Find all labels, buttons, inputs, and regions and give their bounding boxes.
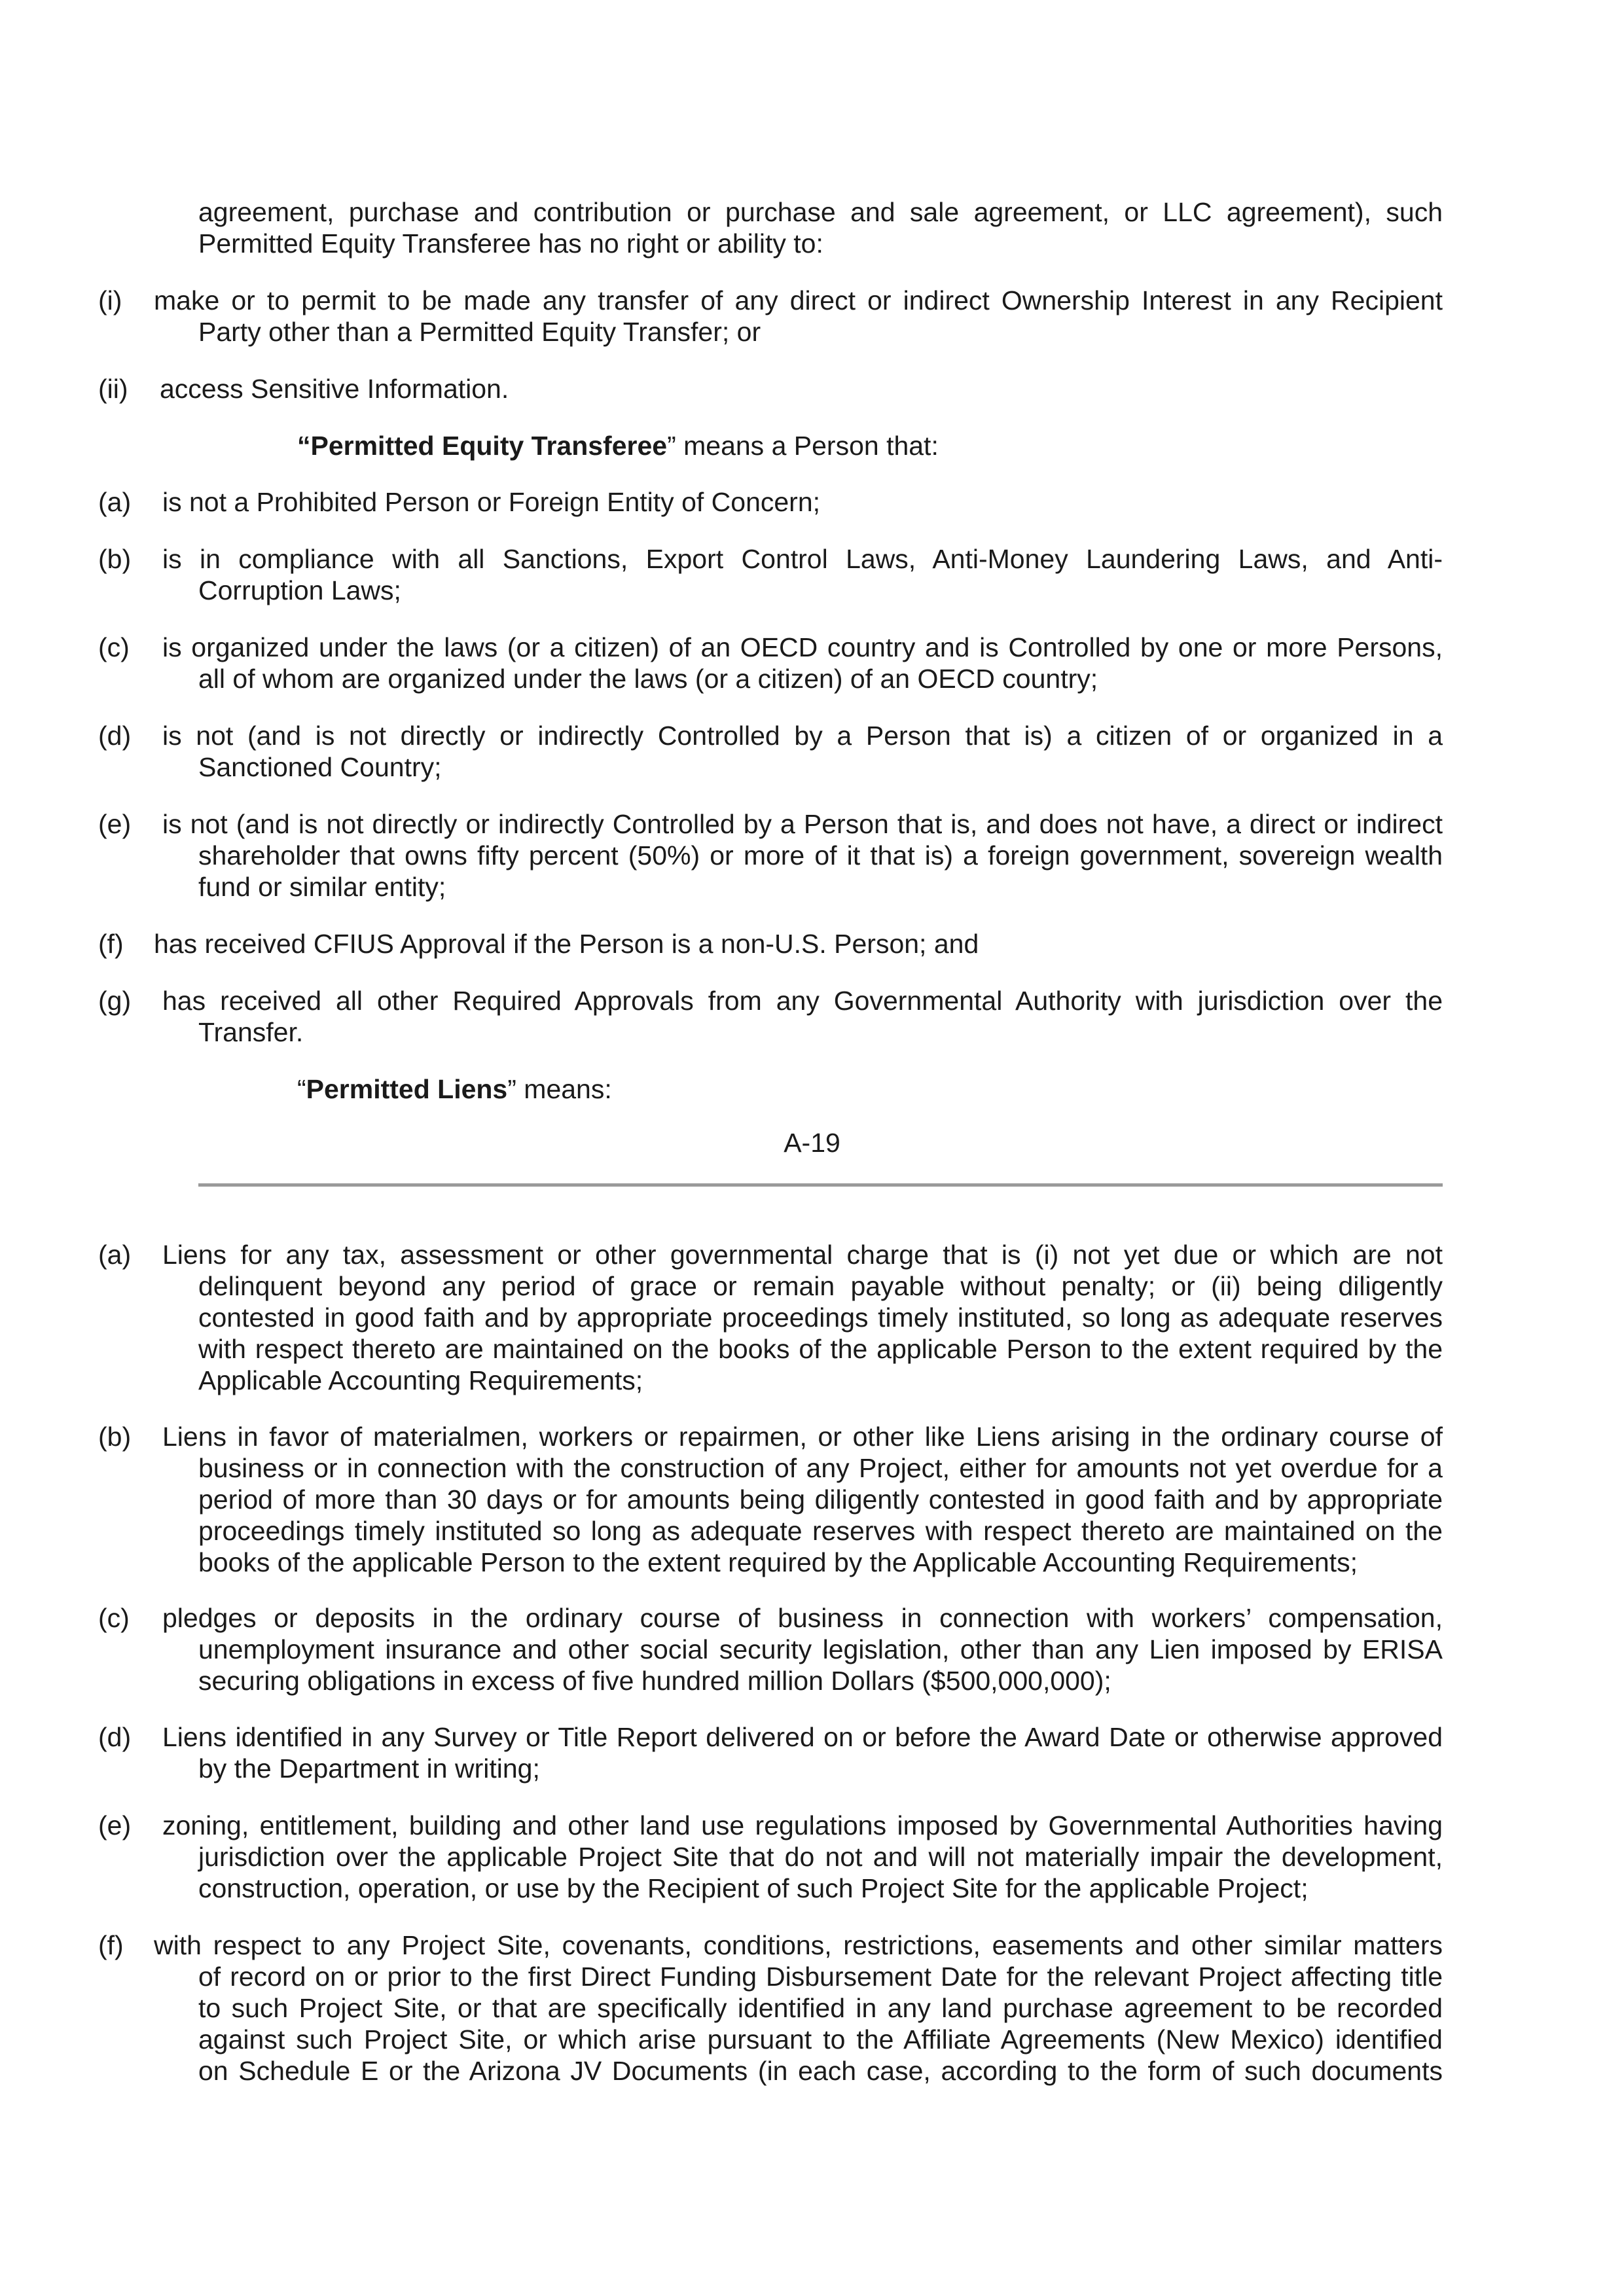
item-line: to such Project Site, or that are specifically identified in any land purchase agreement to be recorded [198,1993,1443,2023]
list-item [98,373,1443,404]
item-line: against such Project Site, or which arise pursuant to the Affiliate Agreements (New Mexico) identified [198,2024,1443,2054]
list-item [98,808,1443,903]
item-first-line: is in compliance with all Sanctions, Export Control Laws, Anti-Money Laundering Laws, and Anti- [162,544,1443,574]
item-label: (i) [98,285,122,315]
list-item [98,1602,1443,1696]
item-first-line: has received all other Required Approvals from any Governmental Authority with jurisdiction over the [162,986,1443,1016]
item-line: fund or similar entity; [198,872,446,902]
item-line: on Schedule E or the Arizona JV Documents (in each case, according to the form of such documents [198,2056,1443,2086]
item-line: business or in connection with the construction of any Project, either for amounts not yet overdue for a [198,1453,1443,1483]
item-label: (ii) [98,374,128,404]
open-quote: “ [297,1074,306,1104]
page-number: A-19 [784,1128,840,1158]
list-item [98,720,1443,783]
definition-tail: ” means a Person that: [667,431,939,461]
list-item [98,543,1443,606]
item-line: contested in good faith and by appropriate proceedings timely instituted, so long as adequate reserves [198,1302,1443,1333]
item-line: Party other than a Permitted Equity Transfer; or [198,317,761,347]
item-first-line: with respect to any Project Site, covenants, conditions, restrictions, easements and other similar matters [154,1930,1443,1960]
item-first-line: Liens in favor of materialmen, workers or repairmen, or other like Liens arising in the ordinary course of [162,1422,1443,1452]
defined-term: Permitted Liens [306,1074,508,1104]
intro-paragraph [98,196,1443,259]
item-first-line: Liens for any tax, assessment or other governmental charge that is (i) not yet due or which are not [162,1240,1443,1270]
item-label: (c) [98,632,130,662]
item-label: (d) [98,1722,132,1752]
definition-tail: ” means: [507,1074,612,1104]
item-line: Sanctioned Country; [198,752,442,782]
item-line: delinquent beyond any period of grace or remain payable without penalty; or (ii) being diligently [198,1271,1443,1301]
item-line: period of more than 30 days or for amounts being diligently contested in good faith and by appropriate [198,1484,1443,1515]
item-first-line: make or to permit to be made any transfer of any direct or indirect Ownership Interest in any Recipient [154,285,1443,315]
item-line: shareholder that owns fifty percent (50%) or more of it that is) a foreign government, sovereign wealth [198,840,1443,870]
list-item [98,486,1443,518]
item-line: all of whom are organized under the laws (or a citizen) of an OECD country; [198,664,1098,694]
item-first-line: is not a Prohibited Person or Foreign Entity of Concern; [162,487,821,517]
item-first-line: zoning, entitlement, building and other land use regulations imposed by Governmental Authorities having [162,1810,1443,1840]
item-line: Applicable Accounting Requirements; [198,1365,643,1395]
item-first-line: is organized under the laws (or a citizen) of an OECD country and is Controlled by one or more Persons, [162,632,1443,662]
item-label: (a) [98,487,132,517]
item-label: (d) [98,721,132,751]
intro-line-1: agreement, purchase and contribution or purchase and sale agreement, or LLC agreement), such [198,197,1443,227]
item-label: (c) [98,1603,130,1633]
item-first-line: is not (and is not directly or indirectly Controlled by a Person that is) a citizen of or organized in a [162,721,1443,751]
list-item [98,928,1443,960]
list-item [98,285,1443,348]
item-first-line: is not (and is not directly or indirectly Controlled by a Person that is, and does not have, a direct or indirect [162,809,1443,839]
definition-permitted-equity-transferee [297,430,939,461]
item-line: proceedings timely instituted so long as adequate reserves with respect thereto are maintained on the [198,1516,1443,1546]
item-line: unemployment insurance and other social security legislation, other than any Lien imposed by ERISA [198,1634,1443,1664]
list-item [98,1239,1443,1396]
item-line: Transfer. [198,1017,304,1047]
item-line: by the Department in writing; [198,1753,540,1784]
item-label: (b) [98,1422,132,1452]
item-first-line: pledges or deposits in the ordinary course of business in connection with workers’ compensation, [162,1603,1443,1633]
page-divider [198,1183,1443,1187]
item-line: securing obligations in excess of five hundred million Dollars ($500,000,000); [198,1666,1111,1696]
list-item [98,632,1443,694]
item-first-line: access Sensitive Information. [160,374,509,404]
item-first-line: has received CFIUS Approval if the Person is a non-U.S. Person; and [154,929,979,959]
item-label: (a) [98,1240,132,1270]
item-line: jurisdiction over the applicable Project Site that do not and will not materially impair the development, [198,1842,1443,1872]
item-first-line: Liens identified in any Survey or Title Report delivered on or before the Award Date or otherwise approved [162,1722,1443,1752]
item-label: (g) [98,986,132,1016]
list-item [98,1721,1443,1784]
item-label: (e) [98,1810,132,1840]
item-label: (b) [98,544,132,574]
item-line: with respect thereto are maintained on the books of the applicable Person to the extent required by the [198,1334,1443,1364]
list-item [98,1810,1443,1904]
item-label: (f) [98,929,124,959]
defined-term: “Permitted Equity Transferee [297,431,668,461]
item-line: construction, operation, or use by the Recipient of such Project Site for the applicable Project; [198,1873,1308,1903]
list-item [98,1929,1443,2087]
item-label: (f) [98,1930,124,1960]
list-item [98,1421,1443,1578]
item-line: Corruption Laws; [198,575,401,605]
item-label: (e) [98,809,132,839]
item-line: books of the applicable Person to the extent required by the Applicable Accounting Requirements; [198,1547,1358,1577]
item-line: of record on or prior to the first Direct Funding Disbursement Date for the relevant Project affecting title [198,1962,1443,1992]
definition-permitted-liens [297,1073,612,1105]
intro-line-2: Permitted Equity Transferee has no right or ability to: [198,228,823,259]
list-item [98,985,1443,1048]
